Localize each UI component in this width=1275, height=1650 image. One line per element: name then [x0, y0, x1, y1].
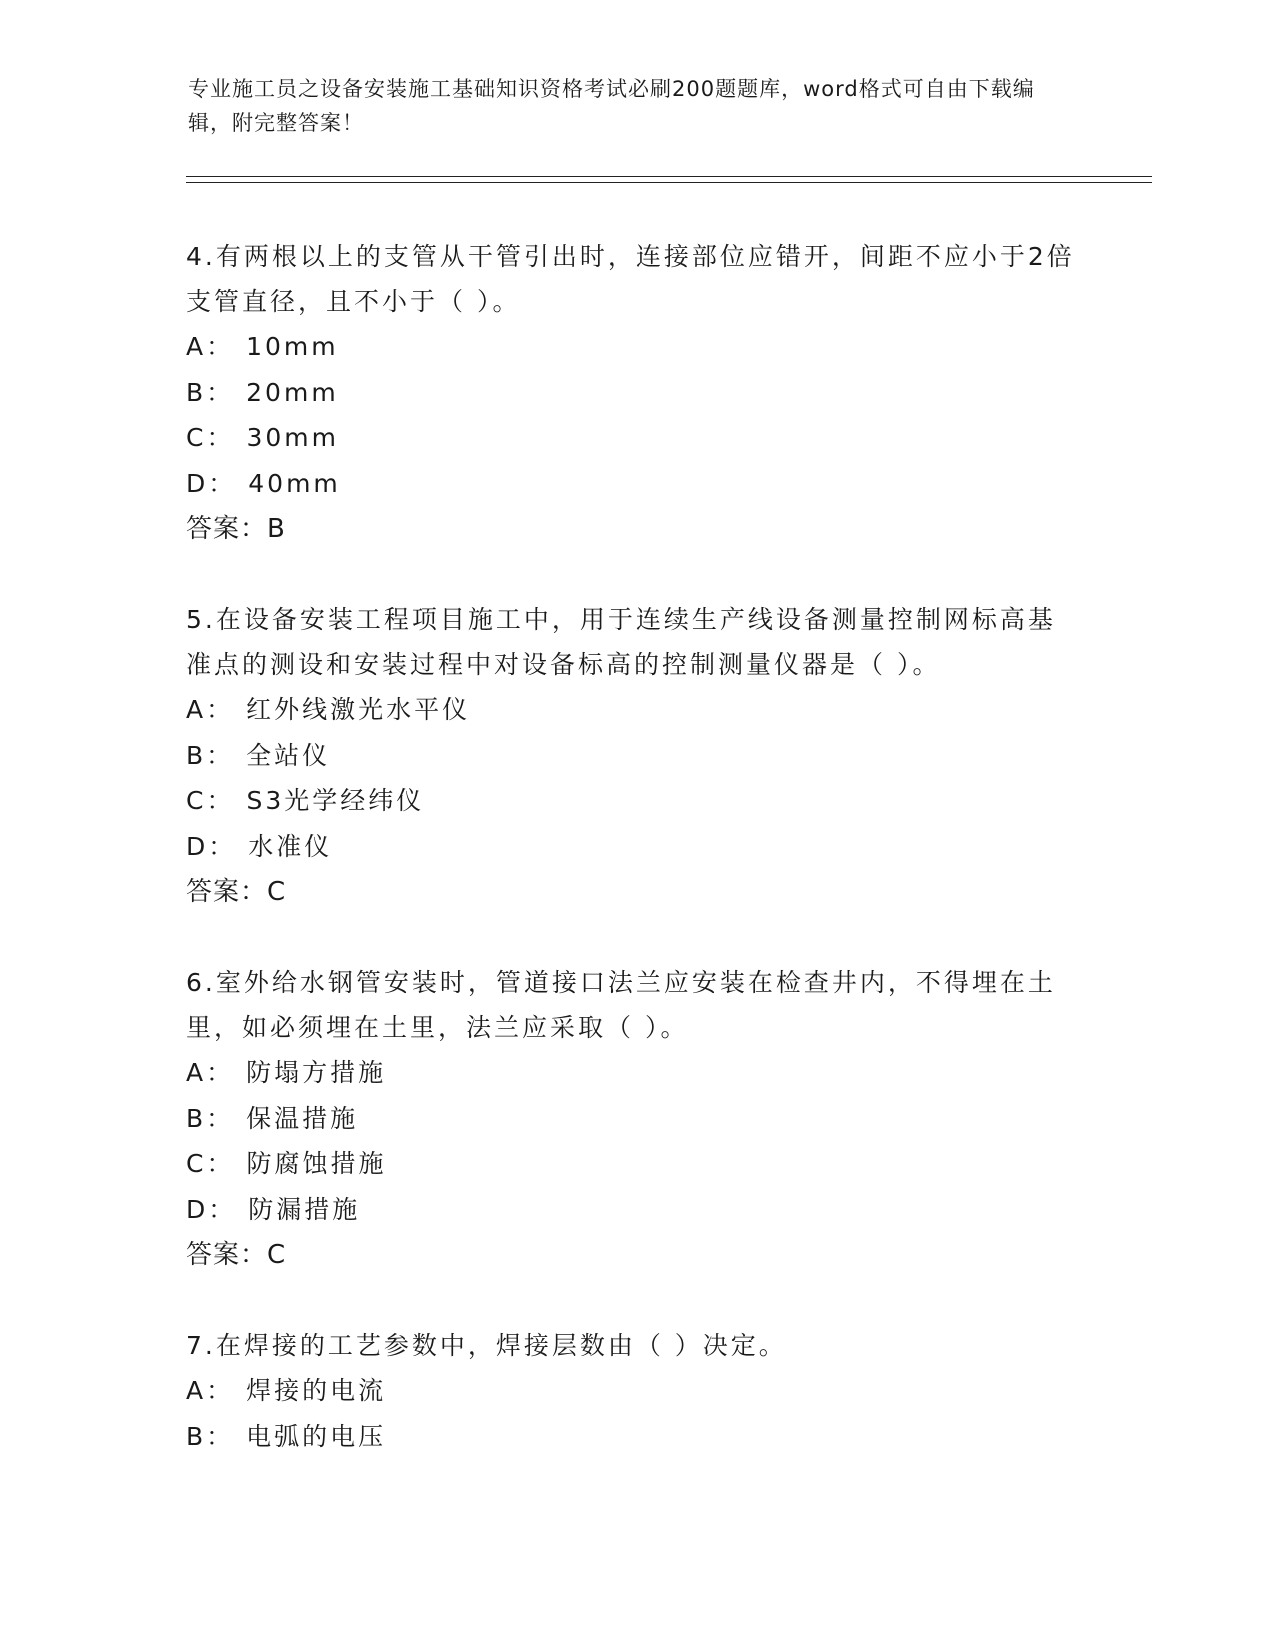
option-text: 保温措施	[246, 1103, 359, 1133]
option-letter: B：	[186, 1421, 235, 1451]
option-b	[186, 1096, 1076, 1142]
answer-line	[186, 1232, 1076, 1278]
header-divider-top	[186, 176, 1152, 177]
answer-label: 答案：	[186, 514, 268, 544]
option-d	[186, 824, 1076, 870]
option-b	[186, 1414, 1076, 1460]
option-text: 电弧的电压	[246, 1421, 387, 1451]
option-letter: D：	[186, 831, 237, 861]
question-stem: 4.有两根以上的支管从干管引出时，连接部位应错开，间距不应小于2倍支管直径，且不小于（ ）。	[186, 242, 1075, 316]
option-text: 红外线激光水平仪	[246, 695, 471, 724]
option-c	[186, 415, 1076, 461]
option-c	[186, 778, 1076, 824]
option-letter: A：	[186, 332, 235, 361]
option-d	[186, 1187, 1076, 1233]
question-6	[186, 960, 1076, 1278]
option-c	[186, 1141, 1076, 1187]
option-text: 30mm	[246, 423, 339, 452]
header-divider-bottom	[186, 182, 1152, 183]
question-7	[186, 1323, 1076, 1459]
question-4	[186, 234, 1076, 552]
option-a	[186, 1050, 1076, 1096]
option-letter: C：	[186, 1149, 235, 1178]
option-letter: B：	[186, 1103, 235, 1133]
question-5	[186, 597, 1076, 915]
option-a	[186, 1368, 1076, 1414]
answer-value: C	[267, 1240, 287, 1270]
option-text: 40mm	[248, 468, 341, 498]
option-text: 防塌方措施	[246, 1058, 387, 1087]
document-title: 专业施工员之设备安装施工基础知识资格考试必刷200题题库，word格式可自由下载编辑，附完整答案！	[188, 77, 1035, 135]
option-letter: C：	[186, 786, 235, 815]
option-text: 水准仪	[248, 831, 333, 861]
option-letter: D：	[186, 1194, 237, 1224]
option-text: 焊接的电流	[246, 1376, 387, 1405]
answer-label: 答案：	[186, 1240, 268, 1270]
option-letter: B：	[186, 740, 235, 770]
question-stem: 5.在设备安装工程项目施工中，用于连续生产线设备测量控制网标高基准点的测设和安装过程中对设备标高的控制测量仪器是（ ）。	[186, 605, 1056, 679]
answer-label: 答案：	[186, 877, 268, 907]
option-text: 全站仪	[246, 740, 331, 770]
option-letter: A：	[186, 1058, 235, 1087]
option-d	[186, 461, 1076, 507]
answer-line	[186, 506, 1076, 552]
option-text: 防腐蚀措施	[246, 1149, 387, 1178]
option-a	[186, 324, 1076, 370]
question-stem: 7.在焊接的工艺参数中，焊接层数由（ ）决定。	[186, 1331, 787, 1360]
option-letter: A：	[186, 1376, 235, 1405]
option-letter: C：	[186, 423, 235, 452]
option-letter: A：	[186, 695, 235, 724]
option-text: S3光学经纬仪	[246, 786, 425, 815]
answer-value: B	[267, 514, 286, 544]
option-a	[186, 687, 1076, 733]
question-stem: 6.室外给水钢管安装时，管道接口法兰应安装在检查井内，不得埋在土里，如必须埋在土里，法兰应采取（ ）。	[186, 968, 1056, 1042]
option-letter: D：	[186, 468, 237, 498]
option-b	[186, 370, 1076, 416]
option-text: 10mm	[246, 332, 339, 361]
answer-value: C	[267, 877, 287, 907]
option-letter: B：	[186, 377, 235, 407]
answer-line	[186, 869, 1076, 915]
option-text: 20mm	[246, 377, 339, 407]
option-b	[186, 733, 1076, 779]
option-text: 防漏措施	[248, 1194, 361, 1224]
